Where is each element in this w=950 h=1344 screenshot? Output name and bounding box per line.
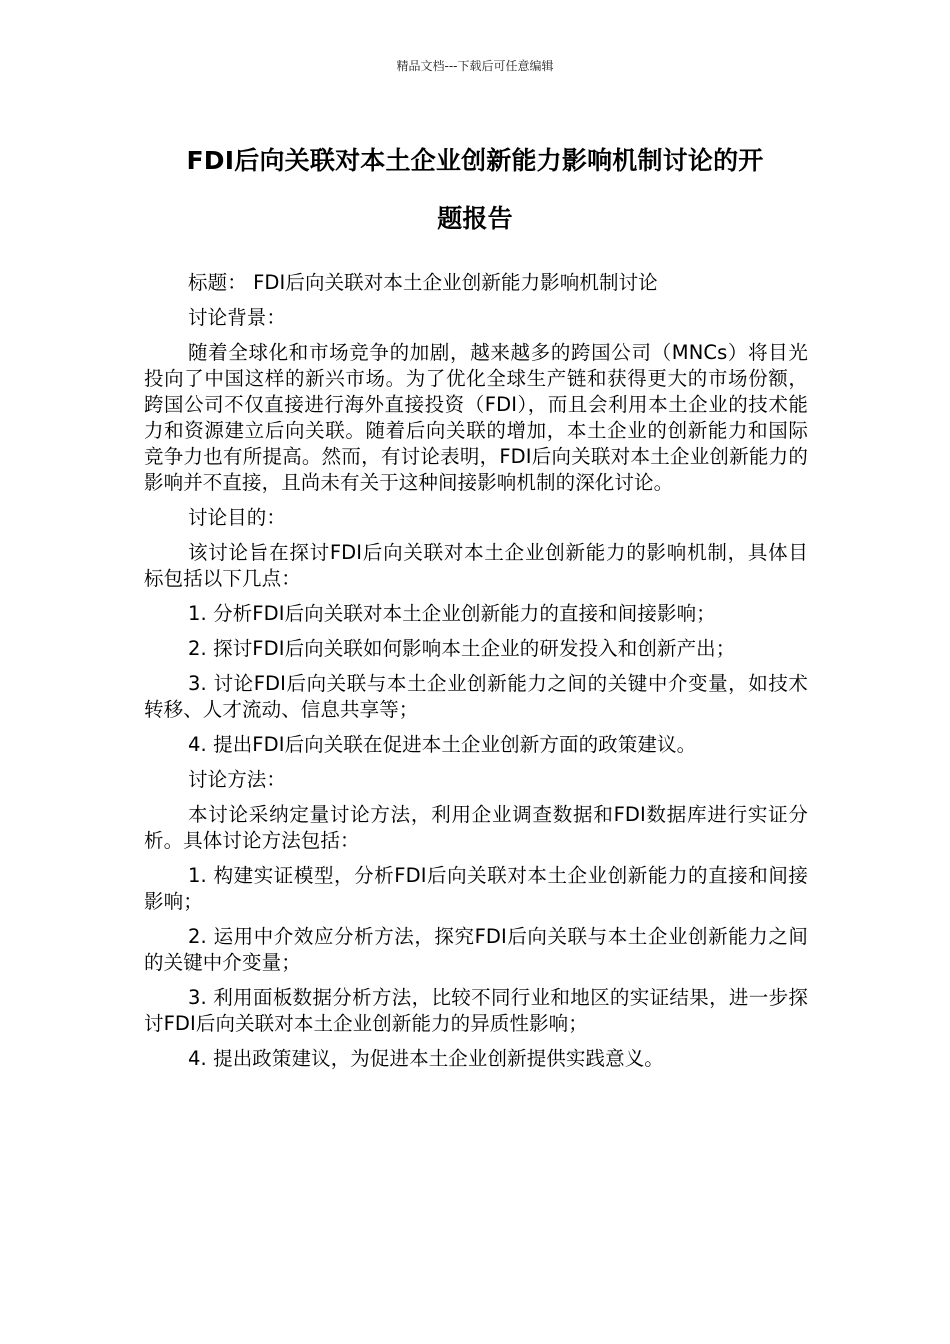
title-line-2: 题报告 [437,204,513,233]
section-heading-purpose: 讨论目的： [188,506,287,529]
title-line-1: FDI后向关联对本土企业创新能力影响机制讨论的开 [186,146,764,175]
method-list-item: 2. 运用中介效应分析方法，探究FDI后向关联与本土企业创新能力之间的关键中介变量； [144,925,808,974]
method-intro-paragraph: 本讨论采纳定量讨论方法，利用企业调查数据和FDI数据库进行实证分析。具体讨论方法包括： [144,803,808,852]
page-header: 精品文档---下载后可任意编辑 [396,59,554,73]
method-list-item: 3. 利用面板数据分析方法，比较不同行业和地区的实证结果，进一步探讨FDI后向关联对本土企业创新能力的异质性影响； [144,986,808,1035]
section-heading-method: 讨论方法： [188,768,287,791]
method-list-item: 1. 构建实证模型，分析FDI后向关联对本土企业创新能力的直接和间接影响； [144,864,808,913]
title-label-paragraph: 标题： FDI后向关联对本土企业创新能力影响机制讨论 [188,271,658,294]
purpose-list-item: 3. 讨论FDI后向关联与本土企业创新能力之间的关键中介变量，如技术转移、人才流动、信息共享等； [144,672,808,721]
method-list-item: 4. 提出政策建议，为促进本土企业创新提供实践意义。 [188,1047,664,1070]
background-paragraph: 随着全球化和市场竞争的加剧，越来越多的跨国公司（MNCs）将目光投向了中国这样的新兴市场。为了优化全球生产链和获得更大的市场份额，跨国公司不仅直接进行海外直接投资（FDI），而且会利用本土企业的技术能力和资源建立后向关联。随着后向关联的增加，本土企业的创新能力和国际竞争力也有所提高。然而，有讨论表明，FDI后向关联对本土企业创新能力的影响并不直接，且尚未有关于这种间接影响机制的深化讨论。 [144,341,808,494]
purpose-list-item: 2. 探讨FDI后向关联如何影响本土企业的研发投入和创新产出； [188,637,736,660]
section-heading-background: 讨论背景： [188,306,287,329]
purpose-intro-paragraph: 该讨论旨在探讨FDI后向关联对本土企业创新能力的影响机制，具体目标包括以下几点： [144,541,808,590]
document-title [140,132,810,248]
document-body [144,270,808,1081]
purpose-list-item: 1. 分析FDI后向关联对本土企业创新能力的直接和间接影响； [188,602,716,625]
purpose-list-item: 4. 提出FDI后向关联在促进本土企业创新方面的政策建议。 [188,733,697,756]
